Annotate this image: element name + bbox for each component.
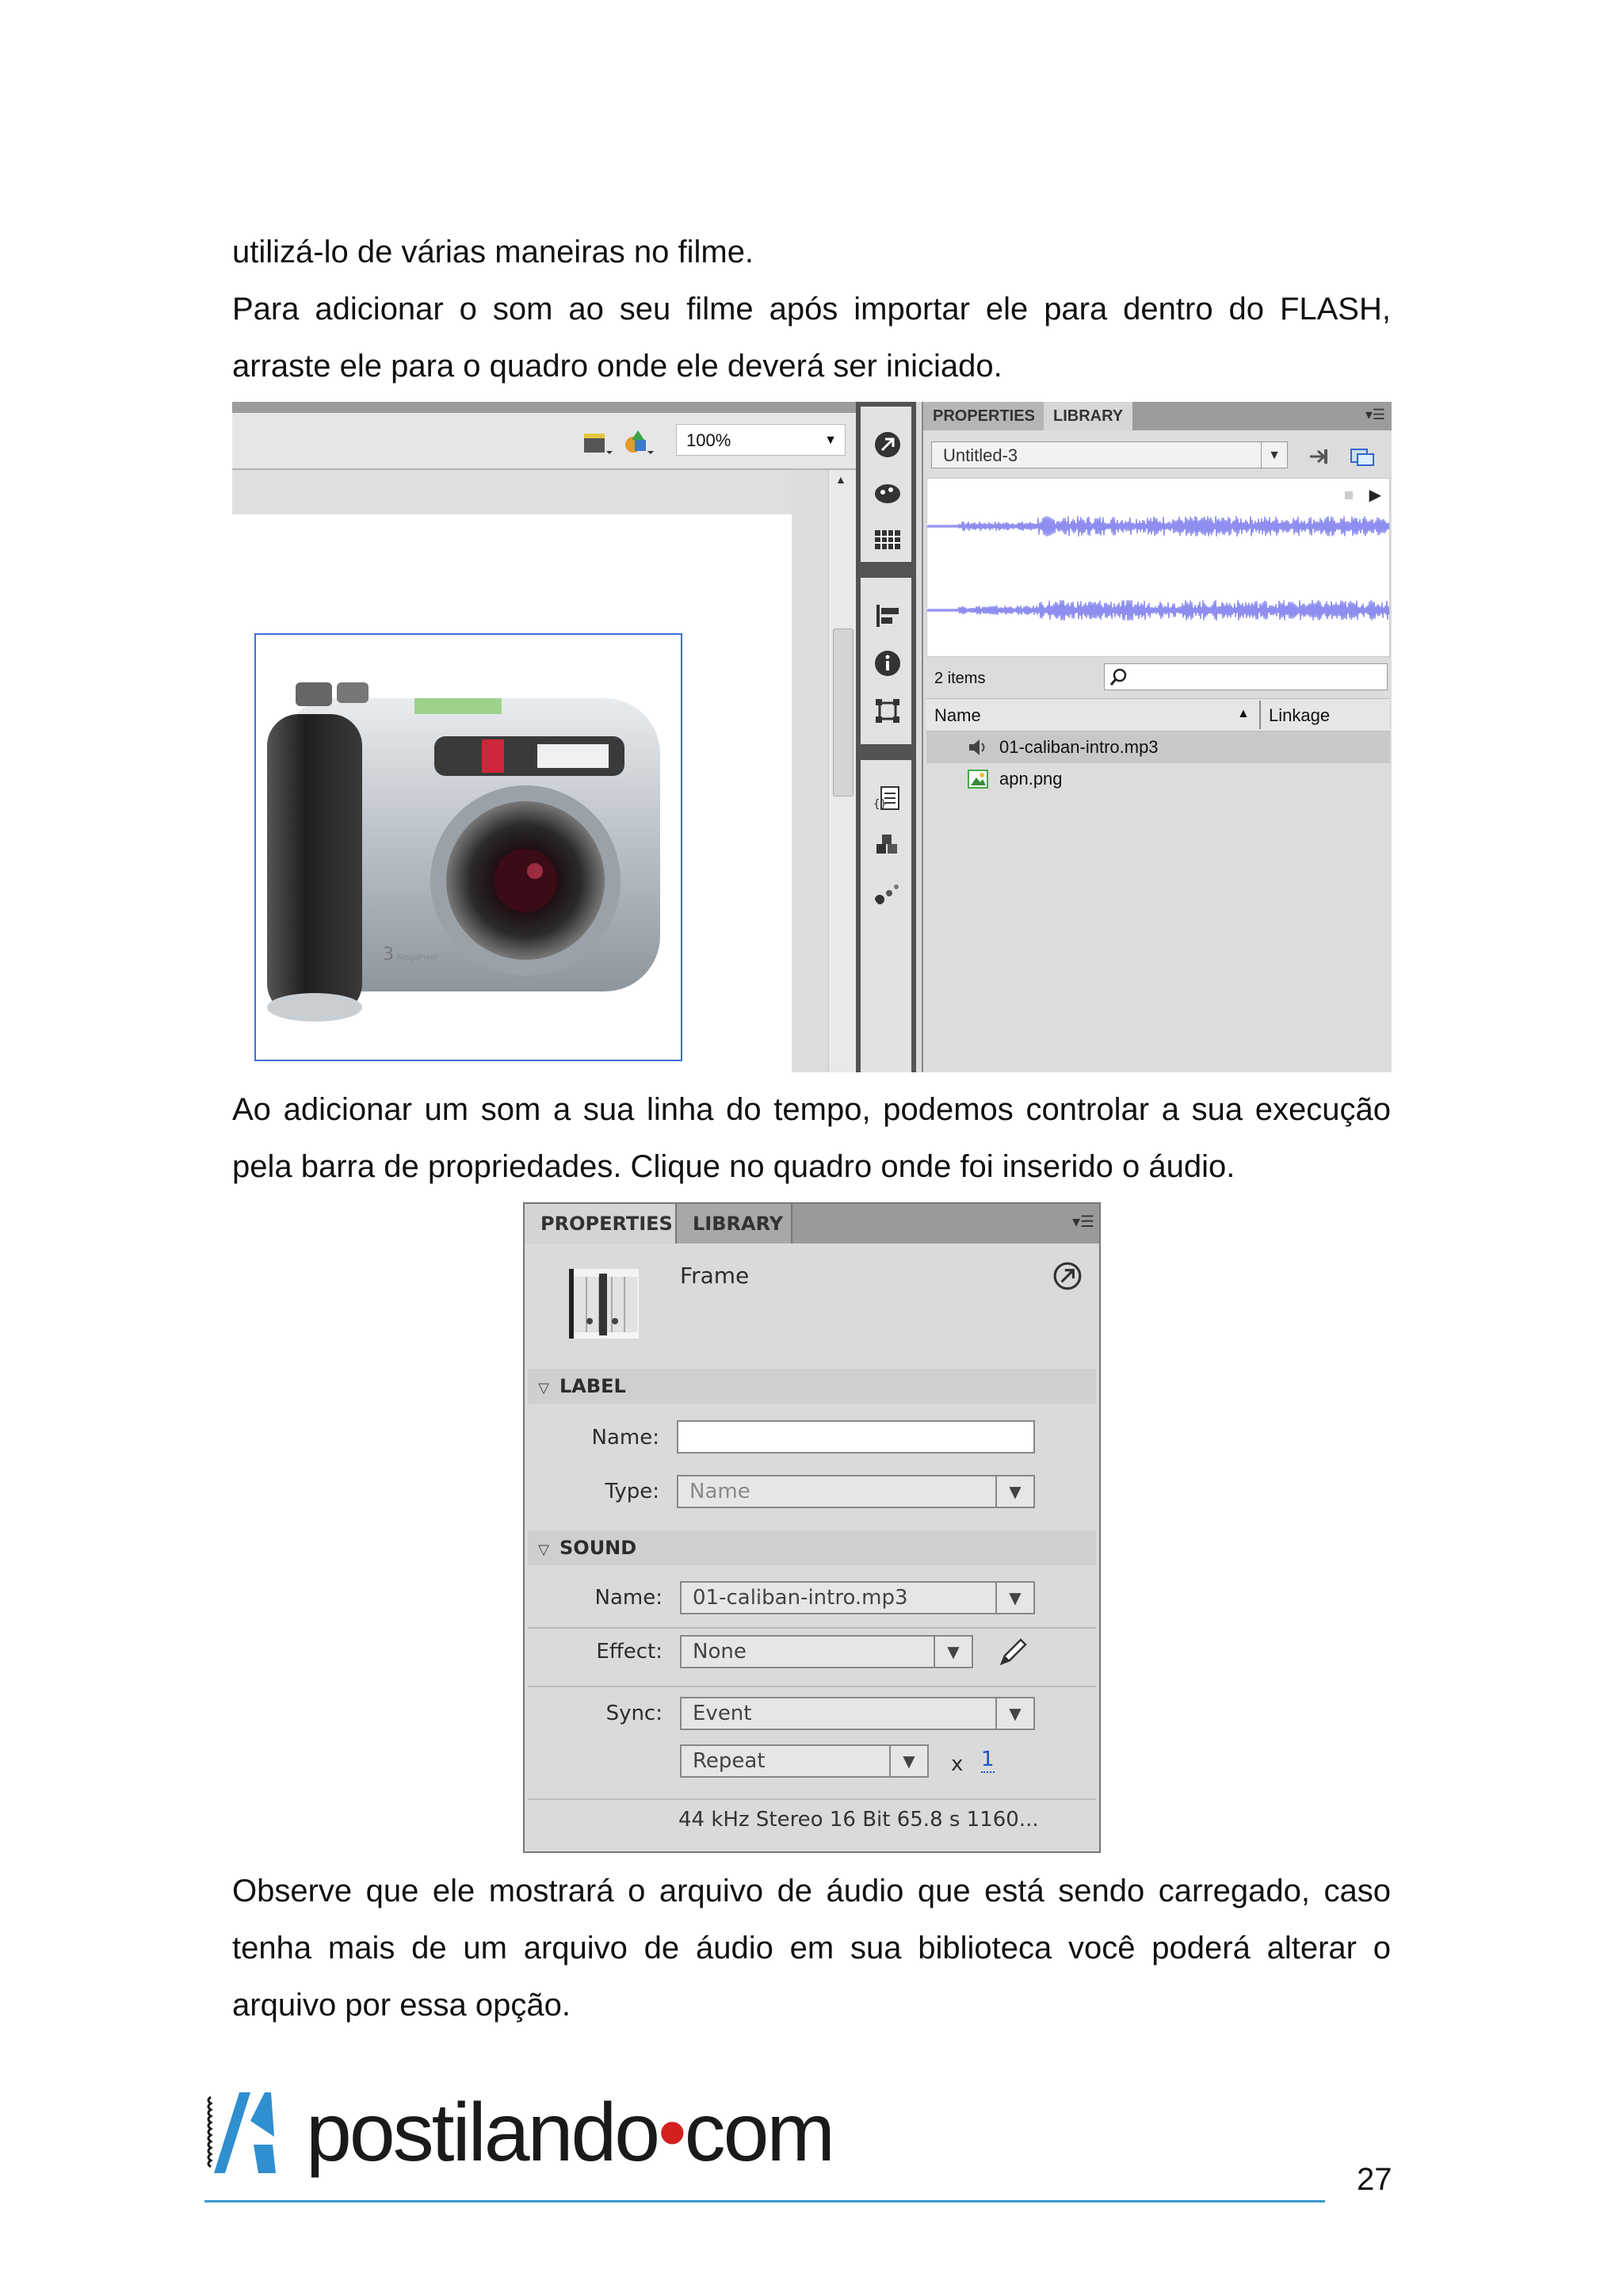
tab-properties[interactable]: PROPERTIES — [923, 402, 1044, 430]
help-link-icon[interactable] — [1052, 1261, 1083, 1291]
sound-name-value: 01-caliban-intro.mp3 — [693, 1586, 908, 1610]
panel-menu-icon[interactable]: ▾☰ — [1072, 1212, 1094, 1231]
chevron-down-icon: ▼ — [889, 1746, 927, 1776]
sync-select[interactable] — [680, 1697, 1035, 1730]
repeat-multiplier: x — [951, 1752, 964, 1776]
sync-label: Sync: — [605, 1702, 663, 1725]
panel-icon-strip — [856, 402, 916, 1072]
edit-scene-icon[interactable] — [581, 429, 613, 457]
chevron-down-icon: ▼ — [995, 1698, 1033, 1729]
postilando-logo-mark — [203, 2089, 288, 2186]
code-snippets-icon[interactable] — [873, 784, 902, 812]
repeat-select[interactable] — [680, 1744, 929, 1778]
library-panel — [922, 402, 1392, 1072]
edit-envelope-pencil-icon[interactable] — [995, 1635, 1030, 1670]
transform-icon[interactable] — [873, 697, 902, 725]
library-item-name: 01-caliban-intro.mp3 — [999, 737, 1159, 757]
library-item-name: apn.png — [999, 769, 1063, 789]
label-name-input[interactable] — [677, 1420, 1035, 1454]
waveform-trace — [927, 516, 1389, 537]
library-item-row[interactable] — [926, 732, 1390, 763]
library-column-header — [926, 698, 1390, 732]
library-document-select[interactable] — [931, 441, 1288, 468]
zoom-value: 100% — [686, 430, 731, 450]
logo-dot: • — [658, 2087, 685, 2179]
label-type-value: Name — [689, 1480, 750, 1503]
stage-scrollbar[interactable] — [828, 470, 857, 1072]
stop-icon[interactable] — [1345, 491, 1353, 499]
properties-paragraph — [232, 1081, 1391, 1195]
properties-tab-bar — [525, 1204, 1099, 1244]
frame-properties-screenshot — [523, 1202, 1101, 1853]
frame-label: Frame — [680, 1263, 750, 1289]
label-type-label: Type: — [605, 1480, 659, 1503]
column-name[interactable]: Name — [934, 705, 981, 725]
closing-paragraph — [232, 1862, 1391, 2034]
library-item-row[interactable] — [926, 763, 1390, 795]
intro-paragraph — [232, 223, 1391, 395]
sound-section-title: SOUND — [559, 1537, 637, 1559]
footer-rule — [204, 2200, 1325, 2202]
collapse-triangle-icon[interactable]: ▽ — [538, 1541, 549, 1558]
tab-library[interactable]: LIBRARY — [1044, 402, 1132, 430]
edit-symbols-icon[interactable] — [622, 429, 654, 457]
panel-group-3 — [861, 760, 911, 1072]
collapse-triangle-icon[interactable]: ▽ — [538, 1380, 549, 1396]
tab-properties[interactable]: PROPERTIES — [525, 1204, 675, 1244]
sync-value: Event — [693, 1702, 752, 1725]
frame-icon — [567, 1267, 640, 1340]
scroll-thumb[interactable] — [833, 628, 854, 797]
panel-group-2 — [861, 578, 911, 744]
label-section-title: LABEL — [559, 1375, 626, 1397]
motion-presets-icon[interactable] — [873, 879, 902, 907]
label-type-select[interactable] — [677, 1475, 1035, 1508]
window-top-strip — [232, 402, 856, 413]
effect-value: None — [693, 1640, 747, 1664]
properties-icon[interactable] — [873, 430, 902, 459]
sound-name-select[interactable] — [680, 1581, 1035, 1614]
repeat-value: Repeat — [693, 1749, 766, 1773]
chevron-down-icon: ▼ — [995, 1477, 1033, 1507]
page-number: 27 — [1357, 2162, 1392, 2197]
search-icon — [1109, 667, 1128, 686]
column-divider — [1259, 701, 1261, 729]
postilando-logo-text — [306, 2081, 833, 2184]
effect-select[interactable] — [680, 1635, 973, 1668]
stage-canvas — [232, 514, 792, 1072]
camera-model-number: 3 — [383, 945, 394, 965]
color-icon[interactable] — [873, 478, 902, 506]
waveform-right-channel — [927, 586, 1389, 634]
logo-domain: com — [684, 2087, 834, 2179]
panel-group-1 — [861, 407, 911, 562]
pin-icon[interactable] — [1307, 446, 1331, 467]
camera-image-frame[interactable] — [254, 633, 682, 1061]
new-library-panel-icon[interactable] — [1350, 446, 1375, 467]
logo-word: postilando — [306, 2087, 659, 2179]
scroll-up-icon[interactable]: ▲ — [835, 473, 846, 486]
divider — [528, 1798, 1096, 1800]
repeat-count[interactable]: 1 — [981, 1748, 995, 1771]
library-search-input[interactable] — [1104, 663, 1388, 690]
closing-text: Observe que ele mostrará o arquivo de áudio que está sendo carregado, caso tenha mais de um arquivo de áudio em sua biblioteca você poderá alterar o arquivo por essa opção. — [232, 1874, 1391, 2023]
panel-menu-icon[interactable]: ▾☰ — [1365, 407, 1385, 422]
image-icon — [968, 770, 988, 789]
column-linkage[interactable]: Linkage — [1269, 705, 1331, 725]
align-icon[interactable] — [873, 602, 902, 630]
sound-info: 44 kHz Stereo 16 Bit 65.8 s 1160... — [678, 1808, 1039, 1832]
intro-instruction: Para adicionar o som ao seu filme após importar ele para dentro do FLASH, arraste ele para o quadro onde ele deverá ser iniciado. — [232, 292, 1391, 384]
item-count: 2 items — [934, 670, 986, 687]
chevron-down-icon: ▼ — [934, 1637, 972, 1667]
chevron-down-icon: ▼ — [995, 1583, 1033, 1613]
sound-section-header[interactable] — [528, 1530, 1096, 1565]
effect-label: Effect: — [596, 1640, 663, 1664]
components-icon[interactable] — [873, 831, 902, 860]
library-document-value: Untitled-3 — [943, 445, 1018, 465]
play-icon[interactable]: ▶ — [1369, 487, 1381, 504]
info-icon[interactable] — [873, 649, 902, 678]
divider — [528, 1686, 1096, 1687]
sound-icon — [968, 738, 988, 757]
swatches-icon[interactable] — [873, 525, 902, 554]
tab-library[interactable]: LIBRARY — [675, 1204, 792, 1244]
label-section-header[interactable] — [528, 1369, 1096, 1404]
properties-text: Ao adicionar um som a sua linha do tempo, podemos controlar a sua execução pela barra de propriedades. Clique no quadro onde foi inserido o áudio. — [232, 1092, 1391, 1184]
sound-name-label: Name: — [594, 1586, 663, 1610]
stage-toolbar — [232, 413, 856, 470]
flash-stage-library-screenshot — [232, 402, 1392, 1072]
sort-up-icon[interactable]: ▲ — [1237, 707, 1250, 720]
svg-text:{}: {} — [873, 798, 887, 811]
sound-preview — [926, 478, 1390, 657]
camera-illustration — [256, 635, 681, 1060]
intro-line: utilizá-lo de várias maneiras no filme. — [232, 235, 754, 269]
zoom-select[interactable] — [676, 424, 846, 456]
label-name-label: Name: — [591, 1426, 659, 1450]
camera-model-label: MegaPixel — [397, 953, 437, 962]
waveform-left-channel — [927, 502, 1389, 550]
divider — [528, 1627, 1096, 1629]
chevron-down-icon: ▼ — [824, 434, 837, 447]
waveform-trace — [927, 600, 1389, 621]
chevron-down-icon: ▼ — [1261, 442, 1287, 469]
library-tab-bar — [923, 402, 1392, 430]
